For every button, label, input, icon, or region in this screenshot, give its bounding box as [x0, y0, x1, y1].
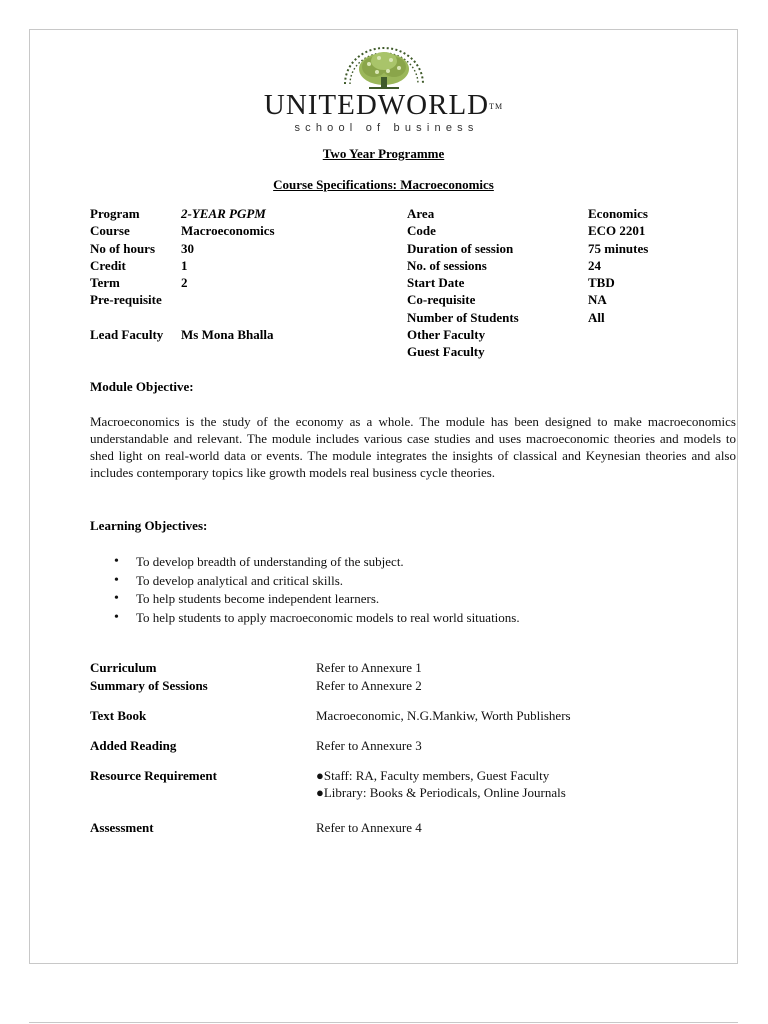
spec-value	[588, 326, 648, 343]
spec-label: Other Faculty	[407, 327, 486, 343]
spec-value: 24	[588, 257, 601, 273]
spec-label: Lead Faculty	[90, 327, 164, 343]
spec-label: Code	[407, 223, 436, 239]
tree-emblem-icon	[339, 44, 429, 90]
page-divider	[29, 1022, 738, 1023]
spec-value: 2-YEAR PGPM	[181, 206, 266, 221]
list-item: • To help students to apply macroeconomic models to real world situations.	[112, 609, 520, 628]
spec-label: Guest Faculty	[407, 344, 485, 360]
spec-label: No. of sessions	[407, 257, 487, 273]
spec-value: 1	[181, 257, 188, 273]
added-reading-label: Added Reading	[90, 738, 177, 753]
spec-label: Pre-requisite	[90, 292, 162, 308]
spec-label: Program	[90, 206, 140, 221]
curriculum-value: Refer to Annexure 1	[316, 660, 422, 675]
spec-label: Term	[90, 275, 120, 291]
curriculum-label: Curriculum	[90, 660, 157, 675]
spec-label: Area	[407, 206, 435, 221]
programme-title: Two Year Programme	[322, 146, 445, 161]
list-item: • To develop breadth of understanding of the subject.	[112, 553, 520, 572]
spec-label: Course	[90, 223, 130, 239]
spec-label: Credit	[90, 257, 126, 273]
brand-name: UNITEDWORLD™	[263, 89, 504, 121]
spec-value: 75 minutes	[588, 240, 649, 256]
added-reading-value: Refer to Annexure 3	[316, 738, 422, 753]
course-spec-title: Course Specifications: Macroeconomics	[273, 177, 494, 192]
learning-objectives-heading: Learning Objectives:	[90, 518, 208, 533]
textbook-label: Text Book	[90, 708, 147, 723]
spec-label	[90, 309, 163, 326]
spec-value	[181, 309, 275, 326]
brand-tagline: school of business	[294, 122, 479, 134]
spec-label: Duration of session	[407, 240, 514, 256]
spec-value: Macroeconomics	[181, 223, 275, 239]
document-page	[29, 29, 738, 964]
assessment-value: Refer to Annexure 4	[316, 820, 422, 835]
spec-value: 30	[181, 240, 194, 256]
spec-value	[588, 343, 648, 360]
textbook-value: Macroeconomic, N.G.Mankiw, Worth Publishers	[316, 708, 571, 723]
spec-right-values	[588, 205, 648, 361]
spec-label: Co-requisite	[407, 292, 476, 308]
spec-value: Economics	[588, 206, 648, 221]
assessment-label: Assessment	[90, 820, 154, 835]
summary-label: Summary of Sessions	[90, 678, 208, 693]
spec-value: 2	[181, 275, 188, 291]
module-objective-text: Macroeconomics is the study of the economy as a whole. The module has been designed to make macroeconomics understandable and relevant. The module includes various case studies and uses macroeconomic theories and models to shed light on real-world data or events. The module integrates the insights of classical and Keynesian theories and also includes contemporary topics like growth models real business cycle theories.	[90, 414, 736, 480]
spec-value: Ms Mona Bhalla	[181, 327, 274, 343]
list-item: • To develop analytical and critical skills.	[112, 572, 520, 591]
spec-left-labels	[90, 205, 163, 343]
spec-value: NA	[588, 292, 607, 308]
module-objective-heading: Module Objective:	[90, 379, 194, 394]
resource-staff: ●Staff: RA, Faculty members, Guest Faculty	[316, 768, 550, 783]
spec-value: TBD	[588, 275, 615, 291]
spec-label: No of hours	[90, 240, 156, 256]
resource-library: ●Library: Books & Periodicals, Online Journals	[316, 785, 566, 800]
learning-objectives-list	[112, 553, 520, 627]
spec-right-labels	[407, 205, 519, 361]
list-item: • To help students become independent learners.	[112, 590, 520, 609]
spec-label: Number of Students	[407, 309, 519, 325]
spec-left-values	[181, 205, 275, 343]
school-logo	[30, 44, 737, 134]
summary-value: Refer to Annexure 2	[316, 678, 422, 693]
spec-label: Start Date	[407, 275, 465, 291]
resource-label: Resource Requirement	[90, 768, 217, 783]
spec-value: All	[588, 309, 605, 325]
spec-value	[181, 291, 275, 308]
spec-value: ECO 2201	[588, 223, 646, 239]
